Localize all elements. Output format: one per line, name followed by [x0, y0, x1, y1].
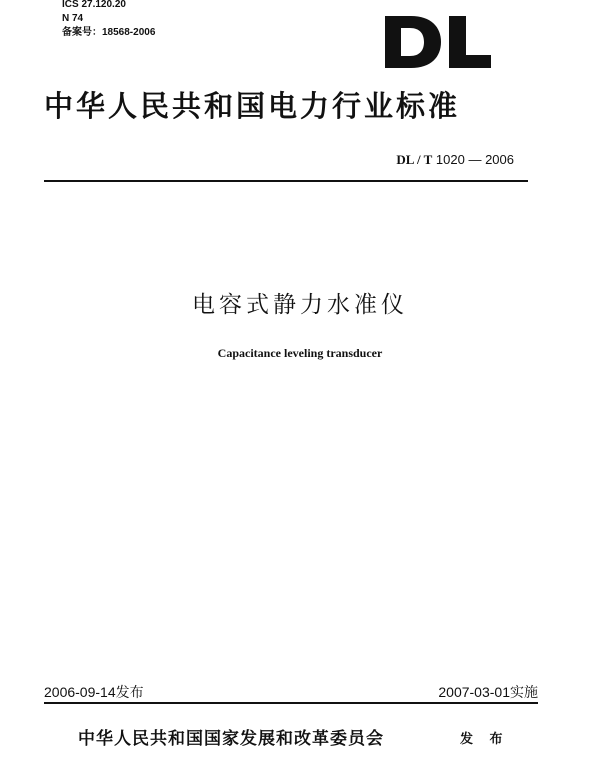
- industry-standard-title: 中华人民共和国电力行业标准: [44, 89, 461, 123]
- dl-logo-icon: [383, 14, 493, 70]
- class-code: N 74: [62, 13, 84, 24]
- record-number: 备案号：18568-2006: [62, 27, 156, 38]
- issuing-authority: 中华人民共和国国家发展和改革委员会: [78, 729, 384, 749]
- footer-divider: [44, 702, 538, 704]
- document-title: 电容式静力水准仪: [192, 292, 408, 318]
- standard-number: [396, 152, 514, 168]
- issue-label: 发 布: [460, 732, 509, 747]
- ics-code: ICS 27.120.20: [62, 0, 126, 10]
- publish-date: 2006-09-14发布: [44, 684, 144, 700]
- standard-number-value: 1020 — 2006: [435, 152, 514, 167]
- header-divider: [44, 180, 528, 182]
- standard-number-prefix: DL / T: [396, 152, 433, 167]
- implement-date: 2007-03-01实施: [438, 684, 538, 700]
- document-subtitle: Capacitance leveling transducer: [217, 346, 383, 360]
